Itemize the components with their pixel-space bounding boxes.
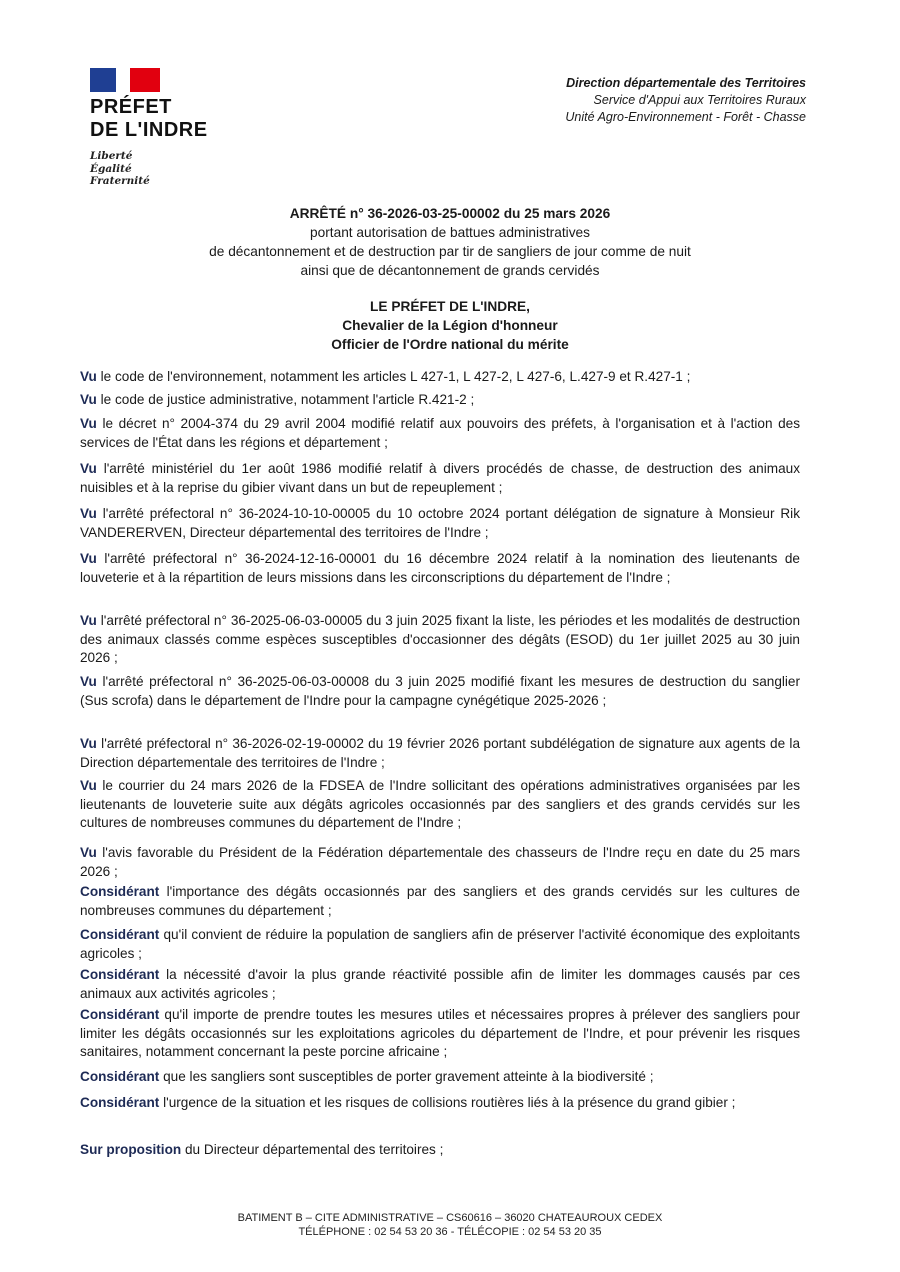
visa-lead: Vu	[80, 392, 97, 407]
visa-paragraph	[80, 505, 800, 542]
considerant-text: l'importance des dégâts occasionnés par des sangliers et des grands cervidés sur les cultures de nombreuses communes du département ;	[80, 884, 800, 918]
considerant-lead: Considérant	[80, 884, 160, 899]
visa-text: l'arrêté préfectoral n° 36-2026-02-19-00002 du 19 février 2026 portant subdélégation de signature aux agents de la Direction départementale des territoires de l'Indre ;	[80, 736, 800, 770]
prefet-name	[90, 96, 260, 142]
visa-paragraph	[80, 777, 800, 833]
direction-name: Direction départementale des Territoires	[566, 76, 806, 90]
proposition-text: du Directeur départemental des territoires ;	[184, 1142, 444, 1157]
visa-paragraph	[80, 612, 800, 668]
prefet-line-2: DE L'INDRE	[90, 119, 208, 141]
footer-phones: TÉLÉPHONE : 02 54 53 20 36 - TÉLÉCOPIE : 02 54 53 20 35	[298, 1226, 602, 1238]
considerant-lead: Considérant	[80, 967, 160, 982]
visa-text: le code de l'environnement, notamment les articles L 427-1, L 427-2, L 427-6, L.427-9 et R.427-1 ;	[100, 369, 691, 384]
visa-text: l'arrêté ministériel du 1er août 1986 modifié relatif à divers procédés de chasse, de destruction des animaux nuisibles et à la reprise du gibier vivant dans un but de repeuplement ;	[80, 461, 800, 495]
prefet-title: LE PRÉFET DE L'INDRE,	[370, 299, 530, 314]
arrete-subject-line-1: portant autorisation de battues administratives	[310, 225, 590, 240]
considerant-paragraph	[80, 966, 800, 1003]
visa-lead: Vu	[80, 506, 97, 521]
considerant-paragraph	[80, 883, 800, 920]
visa-paragraph	[80, 735, 800, 772]
prefet-line-1: PRÉFET	[90, 96, 172, 118]
footer-address: BATIMENT B – CITE ADMINISTRATIVE – CS60616 – 36020 CHATEAUROUX CEDEX	[237, 1212, 663, 1224]
devise-egalite: Égalité	[90, 162, 132, 175]
considerant-text: qu'il importe de prendre toutes les mesures utiles et nécessaires propres à prélever des sangliers pour limiter les dégâts occasionnés sur les exploitations agricoles du département de l'Indre, et pour prévenir les risques sanitaires, notamment concernant la peste porcine africaine ;	[80, 1007, 800, 1059]
considerant-lead: Considérant	[80, 1069, 160, 1084]
visa-text: l'arrêté préfectoral n° 36-2024-10-10-00005 du 10 octobre 2024 portant délégation de signature à Monsieur Rik VANDERERVEN, Directeur départemental des territoires de l'Indre ;	[80, 506, 800, 540]
considerant-paragraph	[80, 1068, 800, 1087]
service-name: Service d'Appui aux Territoires Ruraux	[593, 93, 806, 107]
page-footer	[150, 1211, 750, 1239]
visa-lead: Vu	[80, 551, 97, 566]
arrete-subject-line-3: ainsi que de décantonnement de grands cervidés	[300, 263, 600, 278]
visa-paragraph	[80, 368, 800, 387]
considerant-paragraph	[80, 926, 800, 963]
considerant-text: qu'il convient de réduire la population de sangliers afin de préserver l'activité économique des exploitants agricoles ;	[80, 927, 800, 961]
considerant-text: que les sangliers sont susceptibles de porter gravement atteinte à la biodiversité ;	[163, 1069, 654, 1084]
proposition-lead: Sur proposition	[80, 1142, 182, 1157]
visa-text: le code de justice administrative, notamment l'article R.421-2 ;	[100, 392, 475, 407]
prefecture-logo	[90, 68, 260, 188]
arrete-title	[80, 204, 820, 280]
prefet-honor-2: Officier de l'Ordre national du mérite	[331, 337, 569, 352]
devise	[90, 150, 260, 188]
visa-text: le décret n° 2004-374 du 29 avril 2004 modifié relatif aux pouvoirs des préfets, à l'organisation et à l'action des services de l'État dans les régions et département ;	[80, 416, 800, 450]
considerant-text: l'urgence de la situation et les risques de collisions routières liés à la présence du grand gibier ;	[163, 1095, 736, 1110]
arrete-number: ARRÊTÉ n° 36-2026-03-25-00002 du 25 mars 2026	[289, 206, 611, 221]
visa-lead: Vu	[80, 674, 97, 689]
visa-paragraph	[80, 673, 800, 710]
unit-name: Unité Agro-Environnement - Forêt - Chasse	[565, 110, 806, 124]
visa-text: le courrier du 24 mars 2026 de la FDSEA de l'Indre sollicitant des opérations administratives organisées par les lieutenants de louveterie suite aux dégâts agricoles occasionnés par des sangliers et des grands cervidés sur les cultures de nombreuses communes du département de l'Indre ;	[80, 778, 800, 830]
flag-red-band	[130, 68, 160, 92]
considerant-lead: Considérant	[80, 927, 160, 942]
visa-text: l'arrêté préfectoral n° 36-2025-06-03-00008 du 3 juin 2025 modifié fixant les mesures de destruction du sanglier (Sus scrofa) dans le département de l'Indre pour la campagne cynégétique 2025-2026 ;	[80, 674, 801, 708]
marianne-flag-icon	[90, 68, 160, 92]
proposition-paragraph	[80, 1141, 800, 1160]
visa-lead: Vu	[80, 736, 97, 751]
considerant-lead: Considérant	[80, 1007, 160, 1022]
visa-lead: Vu	[80, 778, 97, 793]
visa-paragraph	[80, 460, 800, 497]
service-header	[565, 75, 806, 126]
visa-paragraph	[80, 844, 800, 881]
prefet-titles	[80, 297, 820, 354]
visa-lead: Vu	[80, 369, 97, 384]
flag-white-band	[116, 68, 130, 92]
considerant-paragraph	[80, 1006, 800, 1062]
devise-fraternite: Fraternité	[90, 175, 150, 187]
visa-lead: Vu	[80, 461, 97, 476]
visa-lead: Vu	[80, 845, 97, 860]
visa-paragraph	[80, 415, 800, 452]
visa-text: l'avis favorable du Président de la Fédération départementale des chasseurs de l'Indre reçu en date du 25 mars 2026 ;	[80, 845, 801, 879]
arrete-subject-line-2: de décantonnement et de destruction par tir de sangliers de jour comme de nuit	[209, 244, 691, 259]
considerant-text: la nécessité d'avoir la plus grande réactivité possible afin de limiter les dommages causés par ces animaux aux activités agricoles ;	[80, 967, 800, 1001]
considerant-paragraph	[80, 1094, 800, 1113]
visa-lead: Vu	[80, 416, 97, 431]
visa-text: l'arrêté préfectoral n° 36-2025-06-03-00005 du 3 juin 2025 fixant la liste, les périodes et les modalités de destruction des animaux classés comme espèces susceptibles d'occasionner des dégâts (ESOD) du 1er juillet 2025 au 30 juin 2026 ;	[80, 613, 801, 665]
visa-lead: Vu	[80, 613, 97, 628]
visa-paragraph	[80, 550, 800, 587]
visa-paragraph	[80, 391, 800, 410]
flag-blue-band	[90, 68, 116, 92]
devise-liberte: Liberté	[90, 150, 133, 162]
visa-text: l'arrêté préfectoral n° 36-2024-12-16-00001 du 16 décembre 2024 relatif à la nomination des lieutenants de louveterie et à la répartition de leurs missions dans les circonscriptions du département de l'Indre ;	[80, 551, 800, 585]
prefet-honor-1: Chevalier de la Légion d'honneur	[342, 318, 558, 333]
considerant-lead: Considérant	[80, 1095, 160, 1110]
